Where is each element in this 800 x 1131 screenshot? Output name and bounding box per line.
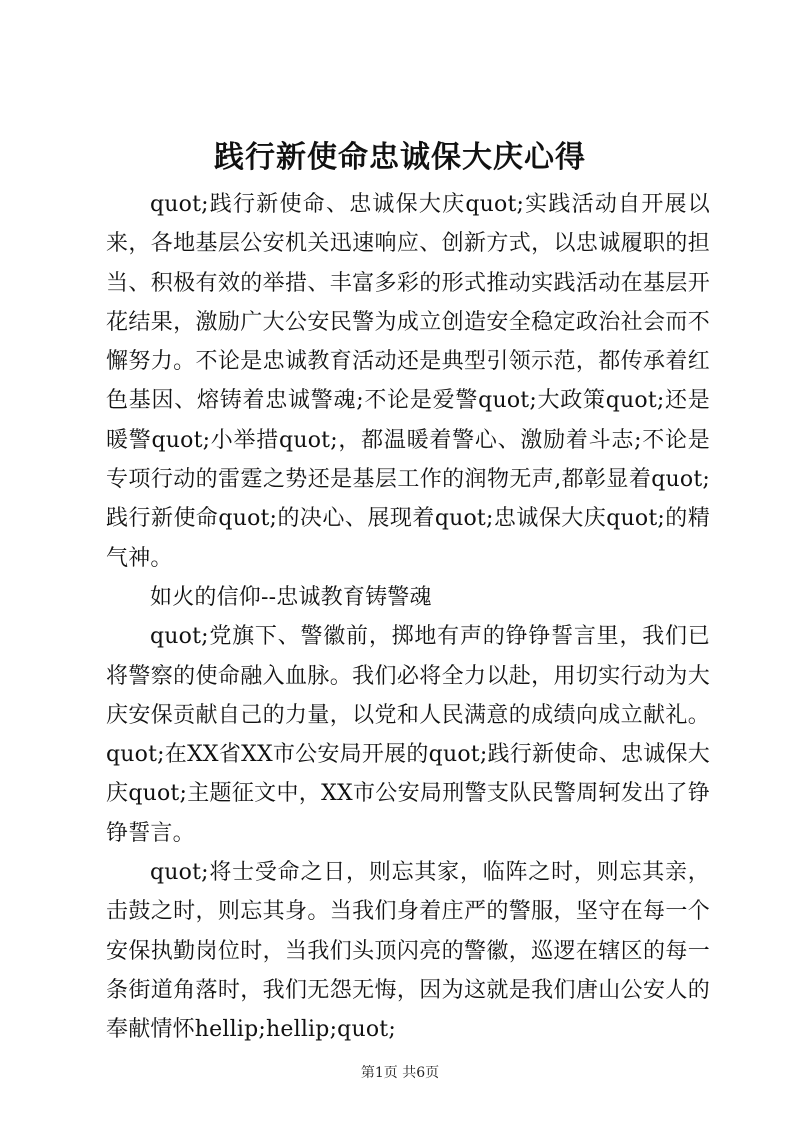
section-heading: 如火的信仰--忠诚教育铸警魂 — [150, 584, 432, 610]
paragraph-dedication: quot;将士受命之日，则忘其家，临阵之时，则忘其亲，击鼓之时，则忘其身。当我们身着庄严的警服，坚守在每一个安保执勤岗位时，当我们头顶闪亮的警徽，巡逻在辖区的每一条街道角落时，我们无怨无悔，因为这就是我们唐山公安人的奉献情怀hellip;hellip;quot; — [106, 860, 710, 1043]
document-body — [106, 185, 710, 1050]
page-number: 第1页 共6页 — [360, 1065, 440, 1081]
paragraph-oath: quot;党旗下、警徽前，掷地有声的铮铮誓言里，我们已将警察的使命融入血脉。我们必将全力以赴，用切实行动为大庆安保贡献自己的力量，以党和人民满意的成绩向成立献礼。quot;在XX省XX市公安局开展的quot;践行新使命、忠诚保大庆quot;主题征文中，XX市公安局刑警支队民警周轲发出了铮铮誓言。 — [106, 624, 710, 846]
paragraph-intro: quot;践行新使命、忠诚保大庆quot;实践活动自开展以来，各地基层公安机关迅速响应、创新方式，以忠诚履职的担当、积极有效的举措、丰富多彩的形式推动实践活动在基层开花结果，激励广大公安民警为成立创造安全稳定政治社会而不懈努力。不论是忠诚教育活动还是典型引领示范，都传承着红色基因、熔铸着忠诚警魂;不论是爱警quot;大政策quot;还是暖警quot;小举措quot;，都温暖着警心、激励着斗志;不论是专项行动的雷霆之势还是基层工作的润物无声,都彰显着quot;践行新使命quot;的决心、展现着quot;忠诚保大庆quot;的精气神。 — [106, 192, 710, 571]
document-title: 践行新使命忠诚保大庆心得 — [214, 140, 586, 175]
